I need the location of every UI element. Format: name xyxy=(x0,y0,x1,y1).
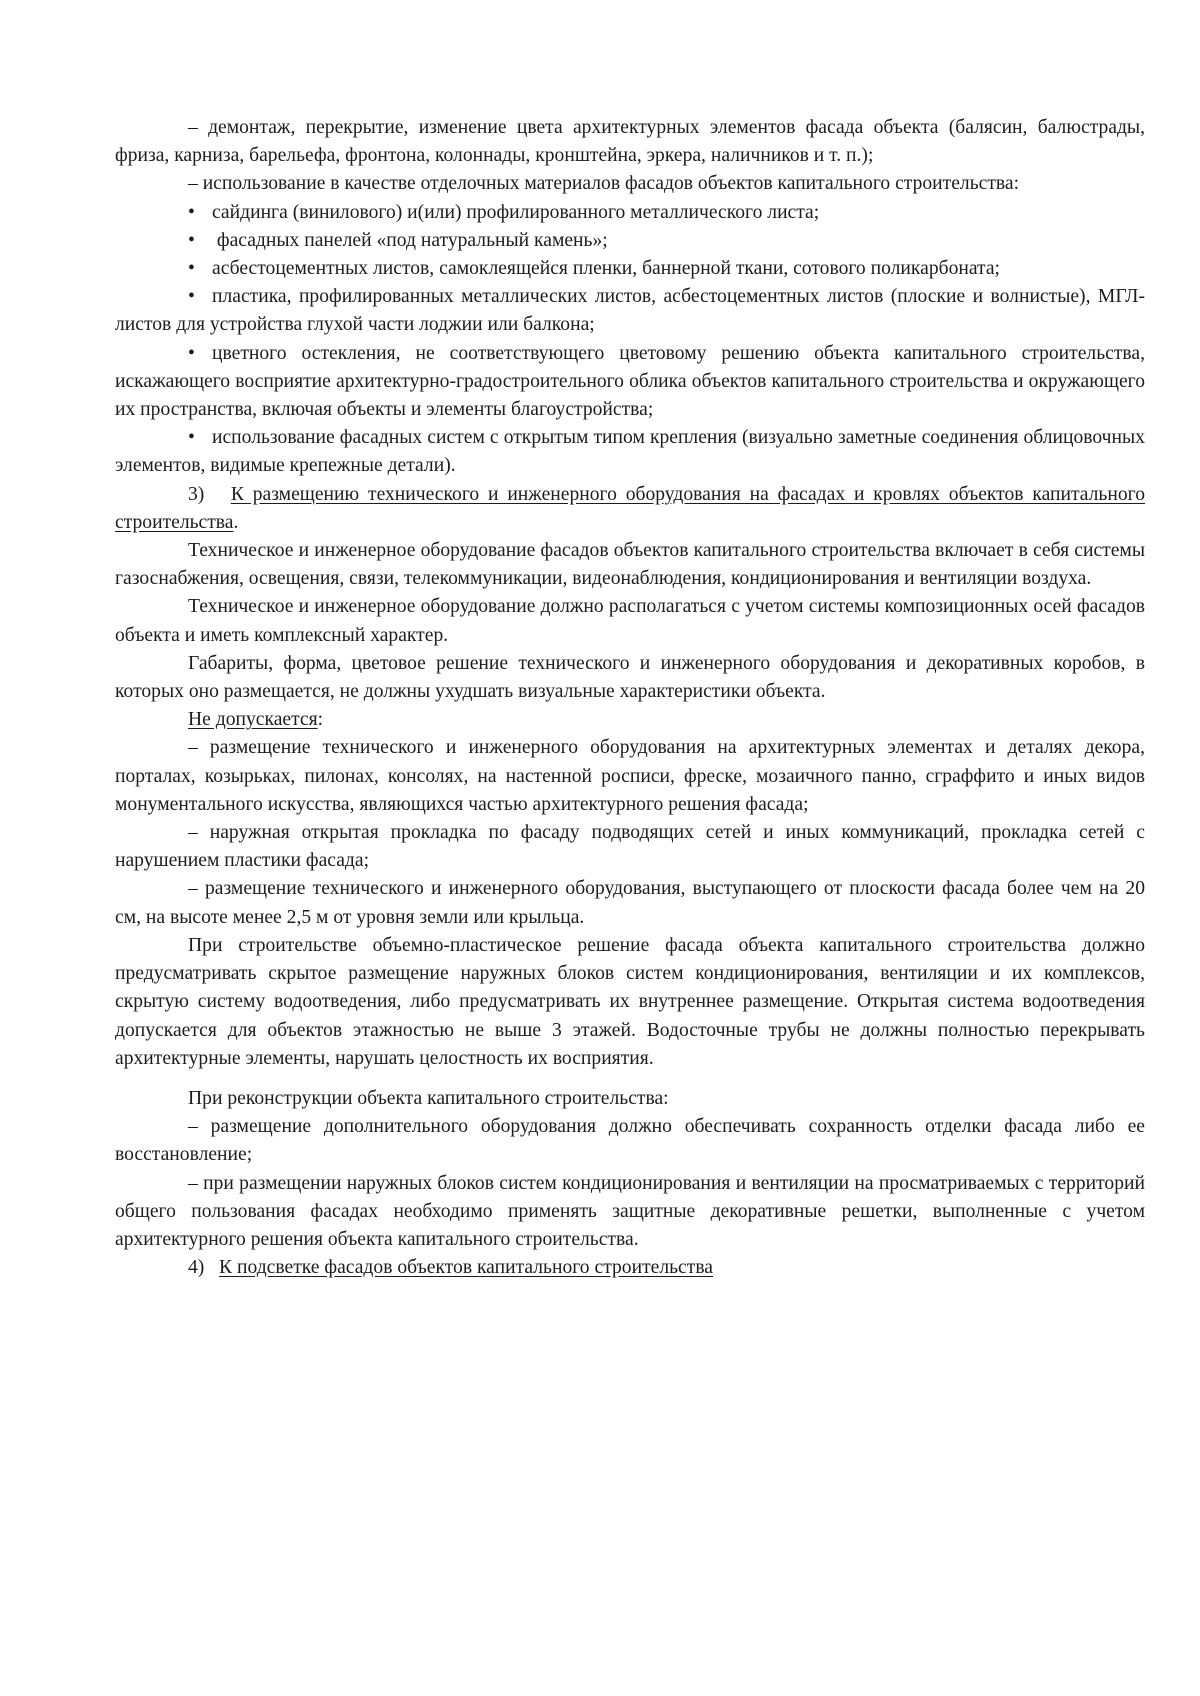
body-paragraph: – размещение дополнительного оборудования должно обеспечивать сохранность отделки фасада либо ее восстановление; xyxy=(115,1116,1145,1166)
bullet-icon: • xyxy=(188,286,195,308)
body-paragraph: – использование в качестве отделочных материалов фасадов объектов капитального строительства: xyxy=(188,173,1020,195)
bullet-icon: • xyxy=(188,229,195,251)
bullet-icon: • xyxy=(188,427,195,449)
body-paragraph: При реконструкции объекта капитального строительства: xyxy=(188,1087,669,1109)
bullet-text: асбестоцементных листов, самоклеящейся пленки, баннерной ткани, сотового поликарбоната; xyxy=(212,258,1000,280)
bullet-text: цветного остекления, не соответствующего цветовому решению объекта капитального строительства, искажающего восприятие архитектурно-градостроительного облика объектов капитального строительства и окружающего их пространства, включая объекты и элементы благоустройства; xyxy=(115,342,1145,421)
body-paragraph: – демонтаж, перекрытие, изменение цвета архитектурных элементов фасада объекта (балясин, балюстрады, фриза, карниза, барельефа, фронтона, колоннады, кронштейна, эркера, наличников и т. п.); xyxy=(115,117,1145,167)
bullet-text: фасадных панелей «под натуральный камень»; xyxy=(212,229,608,251)
body-paragraph: – наружная открытая прокладка по фасаду подводящих сетей и иных коммуникаций, прокладка сетей с нарушением пластики фасада; xyxy=(115,822,1145,872)
body-paragraph: – размещение технического и инженерного оборудования, выступающего от плоскости фасада более чем на 20 см, на высоте менее 2,5 м от уровня земли или крыльца. xyxy=(115,878,1145,928)
section-number: 3) xyxy=(188,483,205,505)
bullet-icon: • xyxy=(188,201,195,223)
bullet-list-item xyxy=(115,227,1145,255)
underlined-lead xyxy=(115,706,1145,734)
section-title: К подсветке фасадов объектов капитального строительства xyxy=(219,1257,714,1279)
bullet-list-item xyxy=(115,199,1145,227)
bullet-icon: • xyxy=(188,258,195,280)
bullet-text: сайдинга (винилового) и(или) профилированного металлического листа; xyxy=(212,201,820,223)
paragraph-gap xyxy=(115,1073,1145,1085)
section-heading xyxy=(115,481,1145,537)
bullet-list-item xyxy=(115,424,1145,480)
body-paragraph: При строительстве объемно-пластическое решение фасада объекта капитального строительства должно предусматривать скрытое размещение наружных блоков систем кондиционирования, вентиляции и их комплексов, скрытую систему водоотведения, либо предусматривать их внутреннее размещение. Открытая система водоотведения допускается для объектов этажностью не выше 3 этажей. Водосточные трубы не должны полностью перекрывать архитектурные элементы, нарушать целостность их восприятия. xyxy=(115,934,1145,1069)
bullet-list-item xyxy=(115,340,1145,425)
body-paragraph: – размещение технического и инженерного оборудования на архитектурных элементах и деталях декора, порталах, козырьках, пилонах, консолях, на настенной росписи, фреске, мозаичного панно, сграффито и иных видов монументального искусства, являющихся частью архитектурного решения фасада; xyxy=(115,737,1145,815)
underlined-text: Не допускается xyxy=(188,709,318,731)
bullet-list-item xyxy=(115,255,1145,283)
body-paragraph: Техническое и инженерное оборудование должно располагаться с учетом системы композиционных осей фасадов объекта и иметь комплексный характер. xyxy=(115,596,1145,646)
body-paragraph: Техническое и инженерное оборудование фасадов объектов капитального строительства включает в себя системы газоснабжения, освещения, связи, телекоммуникации, видеонаблюдения, кондиционирования и вентиляции воздуха. xyxy=(115,540,1145,590)
section-title: К размещению технического и инженерного оборудования на фасадах и кровлях объектов капитального строительства xyxy=(115,483,1145,533)
document-page xyxy=(115,114,1145,1282)
bullet-text: пластика, профилированных металлических листов, асбестоцементных листов (плоские и волнистые), МГЛ-листов для устройства глухой части лоджии или балкона; xyxy=(115,286,1145,336)
body-paragraph: Габариты, форма, цветовое решение технического и инженерного оборудования и декоративных коробов, в которых оно размещается, не должны ухудшать визуальные характеристики объекта. xyxy=(115,652,1145,703)
underlined-suffix: : xyxy=(317,709,324,731)
section-title-suffix: . xyxy=(233,511,239,533)
bullet-list-item xyxy=(115,283,1145,339)
body-paragraph: – при размещении наружных блоков систем кондиционирования и вентиляции на просматриваемых с территорий общего пользования фасадах необходимо применять защитные декоративные решетки, выполненные с учетом архитектурного решения объекта капитального строительства. xyxy=(115,1172,1145,1250)
bullet-text: использование фасадных систем с открытым типом крепления (визуально заметные соединения облицовочных элементов, видимые крепежные детали). xyxy=(115,427,1145,477)
section-number: 4) xyxy=(188,1257,205,1279)
bullet-icon: • xyxy=(188,342,195,364)
section-heading xyxy=(115,1254,1145,1282)
